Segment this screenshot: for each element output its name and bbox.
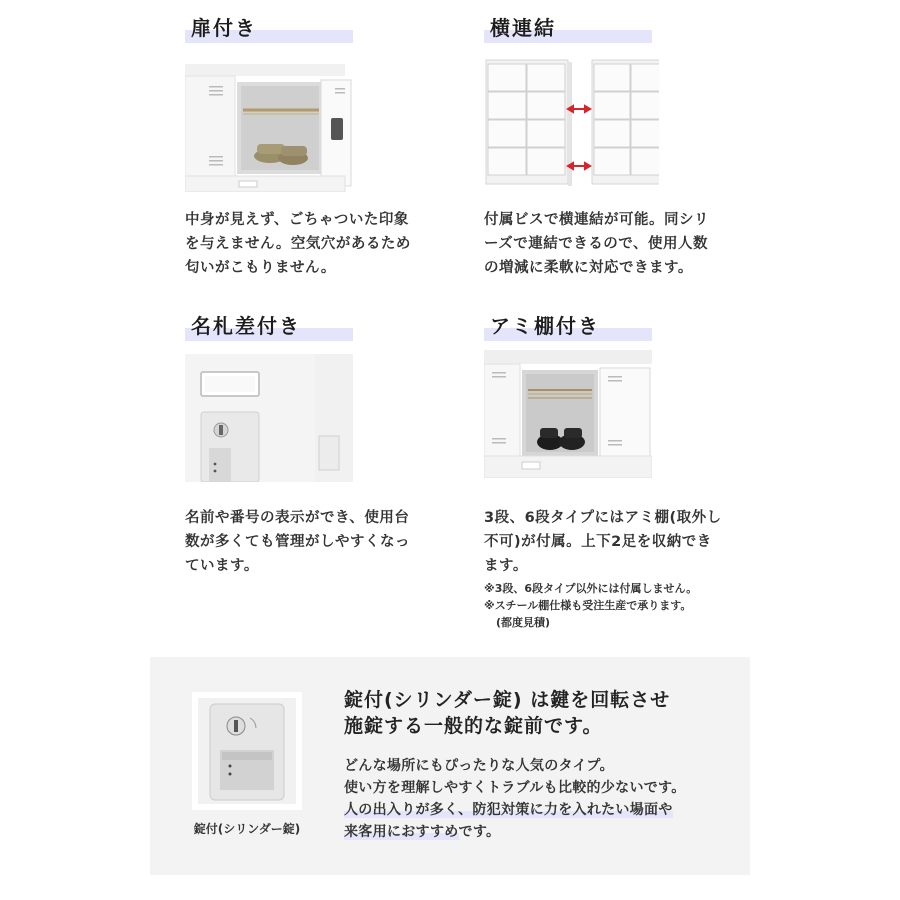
note-line: (都度見積) xyxy=(496,616,551,629)
desc-line: 名前や番号の表示ができ、使用台 xyxy=(185,510,410,526)
body-line: どんな場所にもぴったりな人気のタイプ。 xyxy=(344,758,614,774)
title-line: 錠付(シリンダー錠) は鍵を回転させ xyxy=(344,689,671,711)
body-line: 使い方を理解しやすくトラブルも比較的少ないです。 xyxy=(344,780,686,796)
desc-line: の増減に柔軟に対応できます。 xyxy=(484,260,693,276)
feature-description xyxy=(484,506,734,578)
desc-line: 3段、6段タイプにはアミ棚(取外し xyxy=(484,510,722,526)
feature-title: 名札差付き xyxy=(191,314,301,338)
highlighted-text: 人の出入りが多く、防犯対策に力を入れたい場面や xyxy=(344,802,673,818)
desc-line: ーズで連結できるので、使用人数 xyxy=(484,236,708,252)
lock-title xyxy=(344,687,670,739)
mesh-shelf-photo xyxy=(484,350,652,478)
desc-line: を与えません。空気穴があるため xyxy=(185,236,411,252)
feature-door xyxy=(185,12,435,276)
body-text: です。 xyxy=(458,824,501,840)
note-line: ※3段、6段タイプ以外には付属しません。 xyxy=(484,582,698,595)
feature-title: アミ棚付き xyxy=(490,314,600,338)
note-line: ※スチール棚仕様も受注生産で承ります。 xyxy=(484,599,692,612)
body-line xyxy=(344,799,686,821)
feature-description xyxy=(484,208,734,280)
feature-heading xyxy=(484,310,734,344)
body-line xyxy=(344,821,686,843)
feature-heading xyxy=(484,12,734,46)
feature-title: 横連結 xyxy=(490,16,556,40)
desc-line: 数が多くても管理がしやすくなっ xyxy=(185,534,410,550)
link-photo xyxy=(484,58,659,198)
desc-line: 不可)が付属。上下2足を収納でき xyxy=(484,534,712,550)
feature-heading xyxy=(185,310,435,344)
feature-title: 扉付き xyxy=(191,16,257,40)
desc-line: ています。 xyxy=(185,558,259,574)
title-line: 施錠する一般的な錠前です。 xyxy=(344,715,603,737)
cylinder-lock-photo xyxy=(192,692,302,810)
feature-description xyxy=(185,208,435,280)
feature-description xyxy=(185,506,435,578)
feature-heading xyxy=(185,12,435,46)
door-photo xyxy=(185,64,353,192)
lock-description xyxy=(344,755,686,843)
desc-line: 中身が見えず、ごちゃついた印象 xyxy=(185,212,409,228)
desc-line: 匂いがこもりません。 xyxy=(185,260,336,276)
lock-section xyxy=(150,657,750,875)
feature-mesh xyxy=(484,310,734,629)
desc-line: 付属ビスで横連結が可能。同シリ xyxy=(484,212,709,228)
nameplate-photo xyxy=(185,354,353,482)
feature-notes xyxy=(484,580,744,631)
desc-line: ます。 xyxy=(484,558,528,574)
feature-link xyxy=(484,12,734,276)
highlighted-text: 来客用におすすめ xyxy=(344,824,459,840)
lock-caption: 錠付(シリンダー錠) xyxy=(193,822,301,836)
feature-nameplate xyxy=(185,310,435,574)
